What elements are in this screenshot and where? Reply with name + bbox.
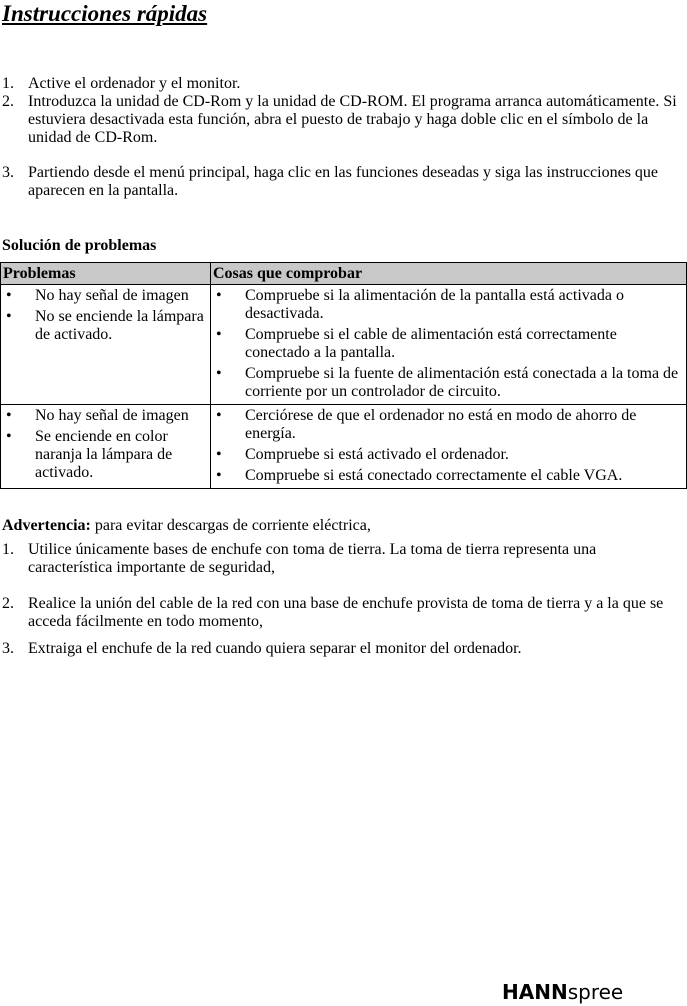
checks-cell [211,285,687,405]
bullet-item: • Compruebe si está conectado correctamente el cable VGA. [213,467,684,485]
hannspree-logo [502,980,623,1004]
bullet-item: • Compruebe si la alimentación de la pantalla está activada o desactivada. [213,287,684,323]
checks-cell [211,405,687,489]
logo-light: spree [567,980,624,1004]
warning-label: Advertencia: [2,517,91,534]
item-number: 3. [2,164,14,181]
column-header: Cosas que comprobar [211,263,687,285]
problems-cell [1,285,211,405]
bullet-item: • Se enciende en color naranja la lámpara de activado. [3,428,208,482]
item-text: Partiendo desde el menú principal, haga clic en las funciones deseadas y siga las instrucciones que aparecen en la pantalla. [28,164,659,199]
item-number: 1. [2,75,14,92]
item-text: Active el ordenador y el monitor. [28,75,241,92]
item-text: Utilice únicamente bases de enchufe con toma de tierra. La toma de tierra representa una característica importante de seguridad, [28,541,597,576]
table-row [1,405,687,489]
item-number: 2. [2,595,14,612]
item-number: 3. [2,640,14,657]
table-row [1,285,687,405]
bullet-item: • Compruebe si el cable de alimentación está correctamente conectado a la pantalla. [213,326,684,362]
item-text: Realice la unión del cable de la red con una base de enchufe provista de toma de tierra y a la que se acceda fácilmente en todo momento, [28,595,664,630]
bullet-item: • No hay señal de imagen [3,407,208,425]
item-number: 1. [2,541,14,558]
bullet-item: • No se enciende la lámpara de activado. [3,308,208,344]
warning-heading [2,517,371,535]
warning-text: para evitar descargas de corriente eléctrica, [90,517,371,534]
column-header: Problemas [1,263,211,285]
page-title: Instrucciones rápidas [2,1,208,26]
item-number: 2. [2,93,14,110]
item-text: Introduzca la unidad de CD-Rom y la unidad de CD-ROM. El programa arranca automáticamente. Si estuviera desactivada esta función, abra el puesto de trabajo y haga doble clic en el símbolo de la unidad de CD-Rom. [28,93,677,146]
item-text: Extraiga el enchufe de la red cuando quiera separar el monitor del ordenador. [28,640,522,657]
bullet-item: • Compruebe si está activado el ordenador. [213,446,684,464]
section-title: Solución de problemas [2,237,157,254]
table-header-row [1,263,687,285]
bullet-item: • Cerciórese de que el ordenador no está en modo de ahorro de energía. [213,407,684,443]
bullet-item: • Compruebe si la fuente de alimentación está conectada a la toma de corriente por un controlador de circuito. [213,365,684,401]
problems-cell [1,405,211,489]
troubleshooting-table [0,262,687,489]
logo-bold: HANN [502,980,568,1004]
bullet-item: • No hay señal de imagen [3,287,208,305]
